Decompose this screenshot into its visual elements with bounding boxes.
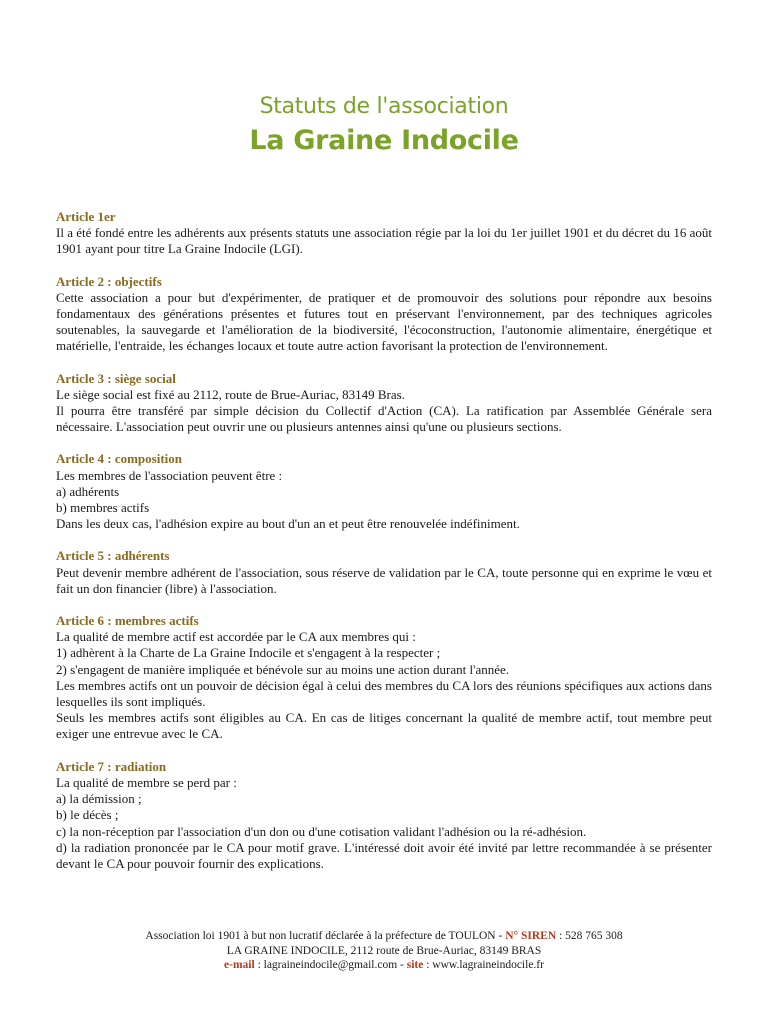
article-title: Article 4 : composition <box>56 451 183 467</box>
site-label: site <box>406 959 424 971</box>
article-1 <box>56 209 712 258</box>
article-title: Article 3 : siège social <box>56 370 176 386</box>
article-paragraph: Le siège social est fixé au 2112, route de Brue-Auriac, 83149 Bras. <box>56 386 405 402</box>
footer-registration-text: Association loi 1901 à but non lucratif déclarée à la préfecture de TOULON - <box>145 930 506 942</box>
article-title: Article 6 : membres actifs <box>56 613 199 629</box>
article-paragraph: Les membres actifs ont un pouvoir de décision égal à celui des membres du CA lors des réunions spécifiques aux actions dans lesquelles ils sont impliqués. <box>56 677 712 710</box>
article-list-item: a) adhérents <box>56 483 120 499</box>
article-7 <box>56 759 712 872</box>
article-paragraph: La qualité de membre se perd par : <box>56 774 237 790</box>
article-5 <box>56 548 712 597</box>
site-link[interactable]: : www.lagraineindocile.fr <box>423 959 544 971</box>
article-list-item: 1) adhèrent à la Charte de La Graine Indocile et s'engagent à la respecter ; <box>56 645 441 661</box>
article-paragraph: Seuls les membres actifs sont éligibles au CA. En cas de litiges concernant la qualité de membre actif, tout membre peut exiger une entrevue avec le CA. <box>56 710 712 742</box>
email-label: e-mail <box>224 959 255 971</box>
article-title: Article 1er <box>56 209 116 224</box>
article-list-item: b) membres actifs <box>56 500 150 516</box>
article-paragraph: Il pourra être transféré par simple décision du Collectif d'Action (CA). La ratification par Assemblée Générale sera nécessaire. L'association peut ouvrir une ou plusieurs antennes ainsi qu'une ou plusieurs sections. <box>56 403 712 435</box>
articles-container <box>56 209 712 888</box>
document-header <box>0 92 768 160</box>
document-footer <box>0 929 768 973</box>
article-paragraph: Dans les deux cas, l'adhésion expire au bout d'un an et peut être renouvelée indéfiniment. <box>56 516 520 532</box>
document-title: Statuts de l'association <box>259 94 509 119</box>
article-paragraph: Cette association a pour but d'expérimenter, de pratiquer et de promouvoir des solutions pour répondre aux besoins fondamentaux des générations présentes et futures tout en préservant l'environnement, par des techniques agricoles soutenables, la sauvegarde et l'amélioration de la biodiversité, l'écoconstruction, l'autonomie alimentaire, énergétique et matérielle, l'entraide, les échanges locaux et toute autre action favorisant la protection de l'environnement. <box>56 289 712 354</box>
article-list-item: c) la non-réception par l'association d'un don ou d'une cotisation validant l'adhésion ou la ré-adhésion. <box>56 823 587 839</box>
article-title: Article 2 : objectifs <box>56 273 162 289</box>
siren-value: : 528 765 308 <box>556 930 623 942</box>
article-title: Article 5 : adhérents <box>56 548 170 564</box>
email-link[interactable]: : lagraineindocile@gmail.com - <box>254 959 407 971</box>
article-list-item: 2) s'engagent de manière impliquée et bénévole sur au moins une action durant l'année. <box>56 661 510 677</box>
article-4 <box>56 451 712 532</box>
footer-registration-line <box>0 929 768 944</box>
article-paragraph: La qualité de membre actif est accordée par le CA aux membres qui : <box>56 629 416 645</box>
article-title: Article 7 : radiation <box>56 758 167 774</box>
association-name: La Graine Indocile <box>249 125 519 156</box>
article-paragraph: Peut devenir membre adhérent de l'association, sous réserve de validation par le CA, toute personne qui en exprime le vœu et fait un don financier (libre) à l'association. <box>56 564 712 596</box>
article-6 <box>56 613 712 743</box>
siren-label: N° SIREN <box>505 930 557 942</box>
article-2 <box>56 274 712 355</box>
article-3 <box>56 371 712 436</box>
footer-address: LA GRAINE INDOCILE, 2112 route de Brue-Auriac, 83149 BRAS <box>226 944 542 957</box>
article-list-item: a) la démission ; <box>56 791 142 807</box>
article-paragraph: Les membres de l'association peuvent être : <box>56 467 283 483</box>
article-list-item: d) la radiation prononcée par le CA pour motif grave. L'intéressé doit avoir été invité par lettre recommandée à se présenter devant le CA pour pouvoir fournir des explications. <box>56 839 712 871</box>
footer-contact-line <box>0 958 768 973</box>
article-paragraph: Il a été fondé entre les adhérents aux présents statuts une association régie par la loi du 1er juillet 1901 et du décret du 16 août 1901 ayant pour titre La Graine Indocile (LGI). <box>56 225 712 257</box>
article-list-item: b) le décès ; <box>56 807 119 823</box>
